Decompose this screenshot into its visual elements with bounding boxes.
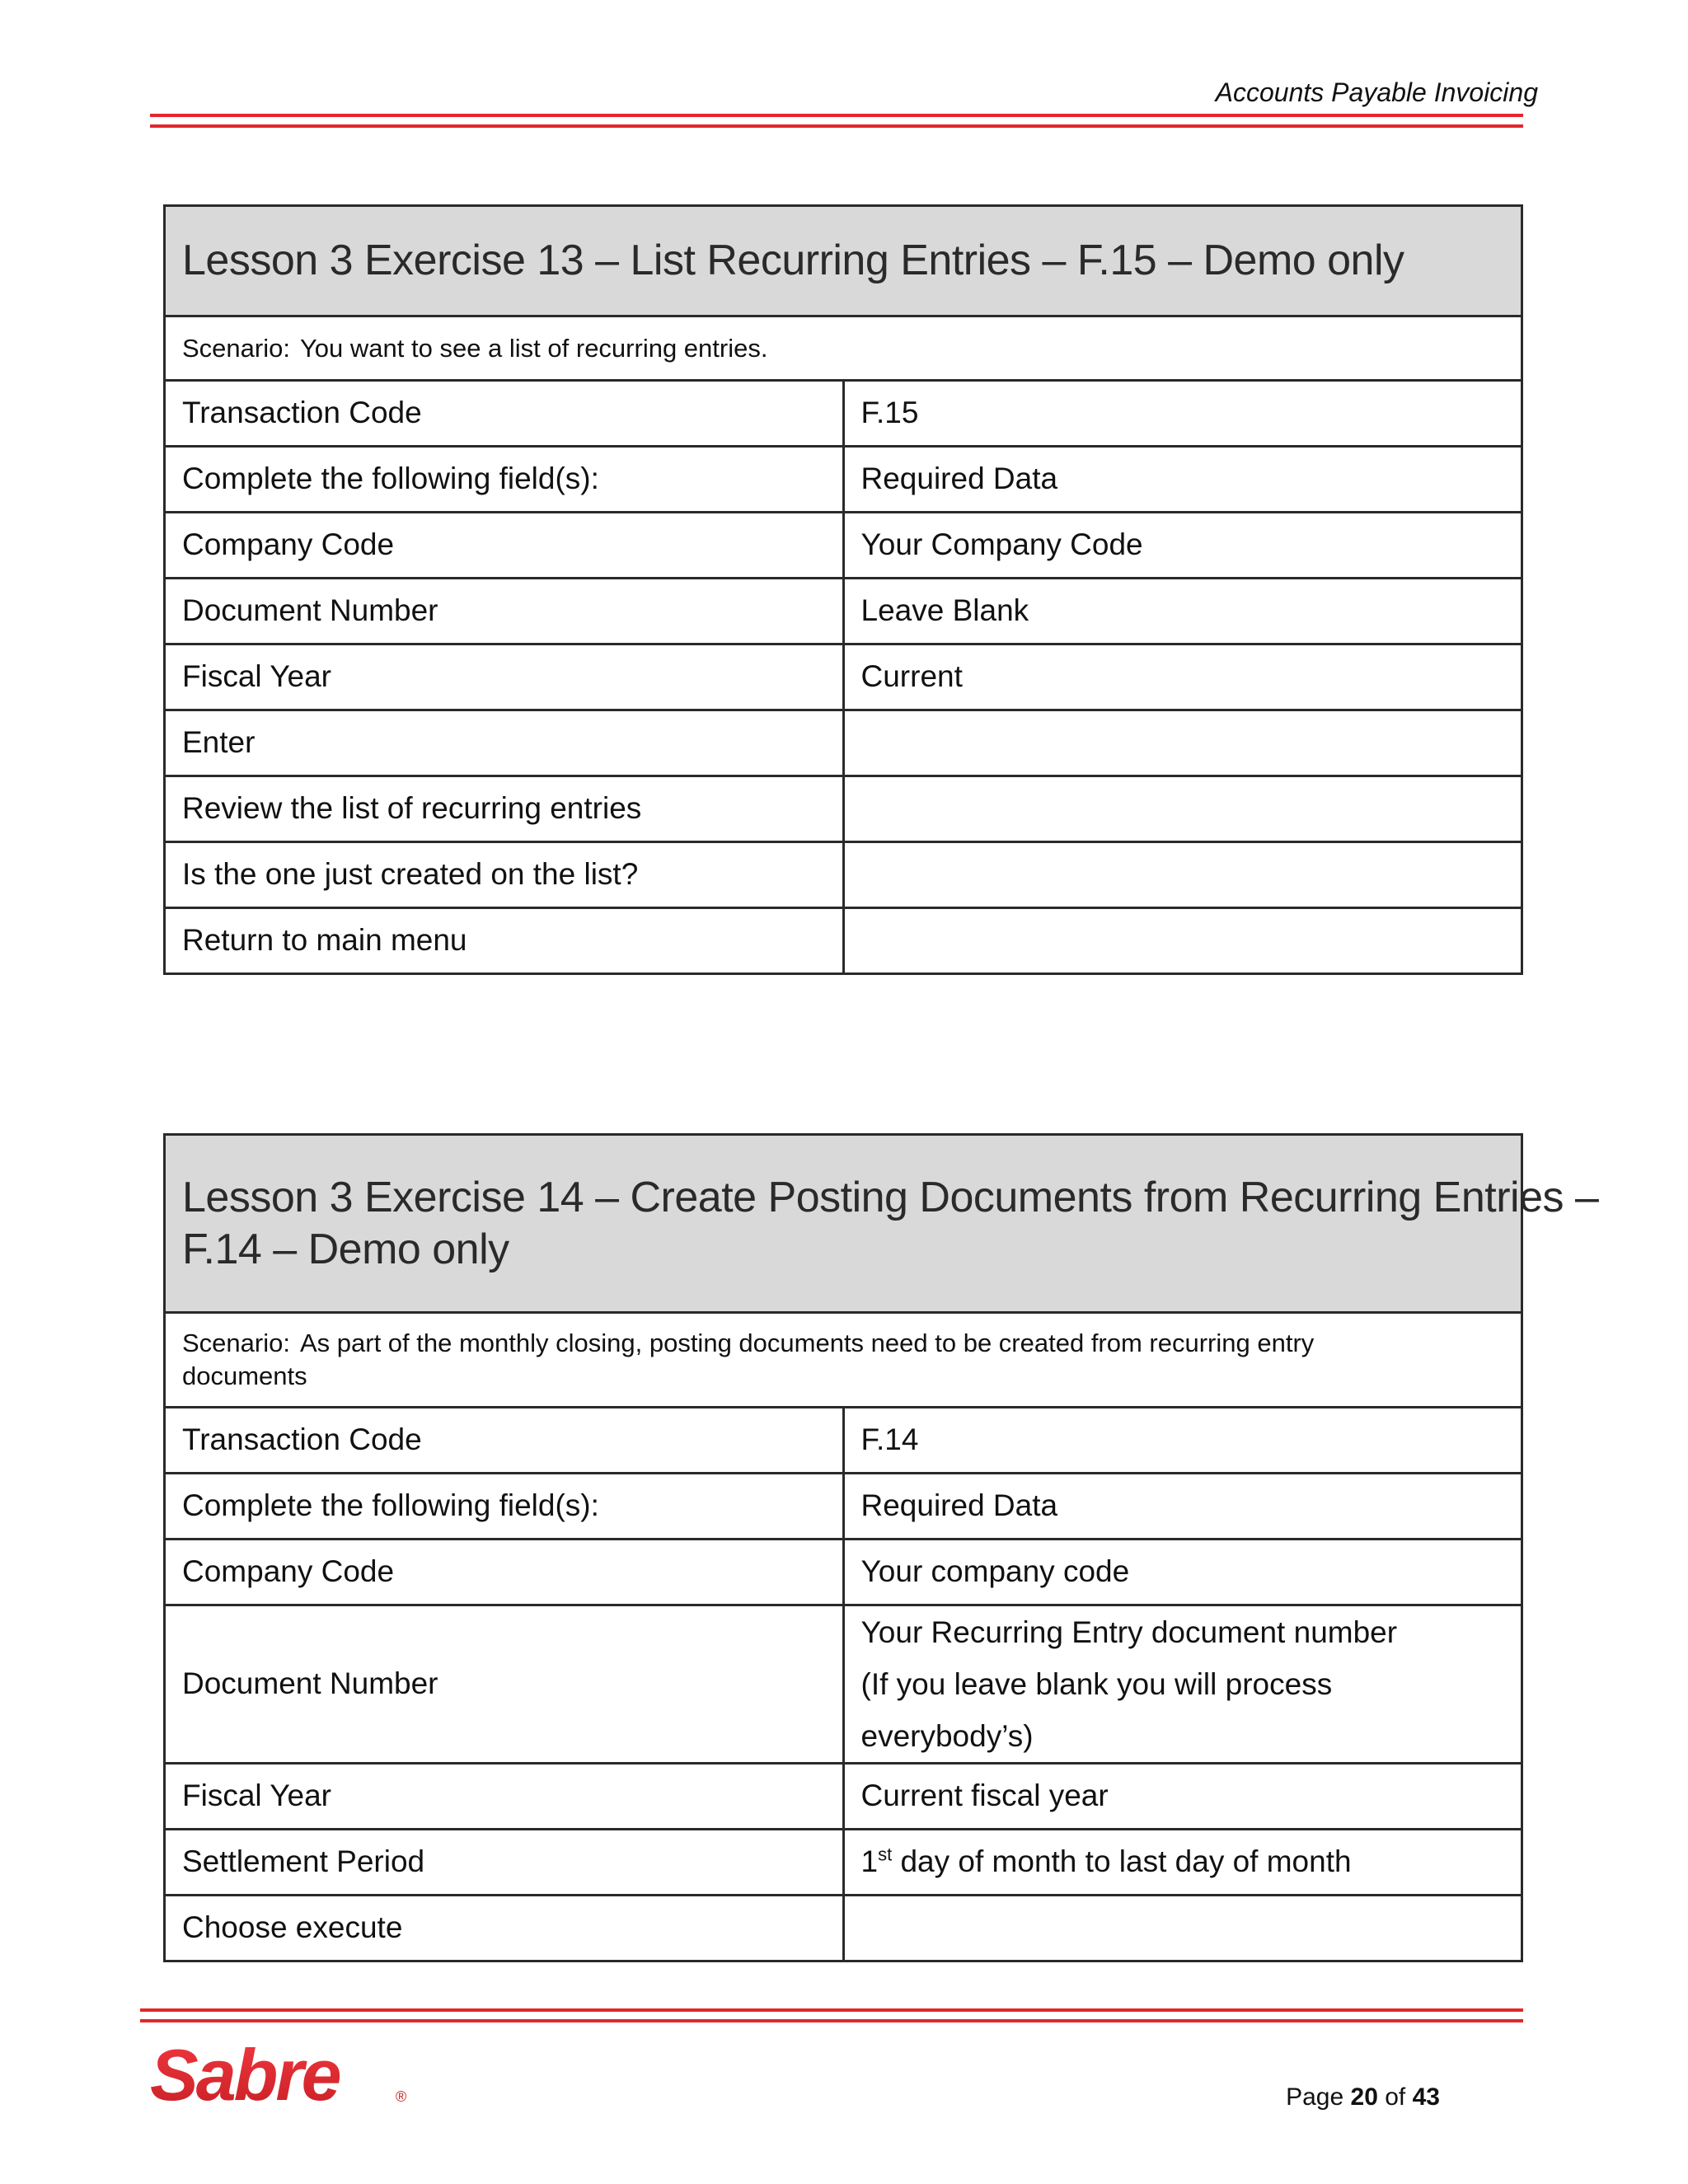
- row-value: F.15: [843, 381, 1522, 447]
- row-value: [843, 842, 1522, 908]
- ordinal-number: 1: [860, 1844, 879, 1879]
- row-value: [843, 1830, 1522, 1896]
- table-row: [165, 1605, 1522, 1764]
- row-value: Current: [843, 644, 1522, 710]
- exercise-13-title: Lesson 3 Exercise 13 – List Recurring Entries – F.15 – Demo only: [165, 206, 1522, 316]
- exercise-14-table: [163, 1133, 1599, 1962]
- row-value: F.14: [843, 1408, 1522, 1474]
- row-label: Fiscal Year: [165, 644, 844, 710]
- footer-rule-top: [140, 2008, 1523, 2012]
- row-label: Company Code: [165, 513, 844, 579]
- row-value-line2: (If you leave blank you will process everybody’s): [860, 1667, 1333, 1753]
- scenario-label: Scenario:: [182, 333, 290, 363]
- row-value: Required Data: [843, 1474, 1522, 1540]
- table-row: [165, 776, 1522, 842]
- row-value: Leave Blank: [843, 579, 1522, 644]
- table-row: [165, 447, 1522, 513]
- page-prefix: Page: [1286, 2083, 1344, 2111]
- table-row: [165, 513, 1522, 579]
- table-row: [165, 1408, 1522, 1474]
- header-rule-bottom: [150, 124, 1523, 128]
- row-label: Enter: [165, 710, 844, 776]
- table-row: [165, 1540, 1522, 1605]
- row-value: Your Company Code: [843, 513, 1522, 579]
- exercise-14-title-line1: Lesson 3 Exercise 14 – Create Posting Documents from Recurring Entries –: [182, 1173, 1599, 1221]
- exercise-14-title: [165, 1135, 1599, 1313]
- table-row: [165, 1896, 1522, 1961]
- exercise-13-scenario: [165, 316, 1522, 381]
- row-label: Choose execute: [165, 1896, 844, 1961]
- row-label: Transaction Code: [165, 381, 844, 447]
- row-label: Document Number: [165, 1605, 844, 1764]
- row-label: Settlement Period: [165, 1830, 844, 1896]
- table-row: [165, 579, 1522, 644]
- exercise-14-title-line2: F.14 – Demo only: [182, 1225, 509, 1273]
- row-label: Review the list of recurring entries: [165, 776, 844, 842]
- scenario-label: Scenario:: [182, 1329, 290, 1357]
- row-value-line1: Your Recurring Entry document number: [860, 1615, 1398, 1649]
- row-value-text: day of month to last day of month: [892, 1844, 1352, 1879]
- scenario-text: As part of the monthly closing, posting documents need to be created from recurring entry: [299, 1329, 1315, 1357]
- row-label: Transaction Code: [165, 1408, 844, 1474]
- row-value: [843, 776, 1522, 842]
- page-total: 43: [1412, 2083, 1440, 2111]
- row-label: Return to main menu: [165, 908, 844, 974]
- row-value: Current fiscal year: [843, 1764, 1522, 1830]
- row-value: Required Data: [843, 447, 1522, 513]
- table-row: [165, 1474, 1522, 1540]
- page-of: of: [1385, 2083, 1406, 2111]
- row-value: [843, 710, 1522, 776]
- footer-rule-bottom: [140, 2019, 1523, 2022]
- header-rule-top: [150, 114, 1523, 117]
- table-row: [165, 1830, 1522, 1896]
- exercise-14-scenario: [165, 1313, 1522, 1408]
- table-row: [165, 644, 1522, 710]
- row-label: Complete the following field(s):: [165, 447, 844, 513]
- row-label: Document Number: [165, 579, 844, 644]
- table-row: [165, 710, 1522, 776]
- scenario-text: You want to see a list of recurring entries.: [299, 333, 768, 363]
- row-label: Complete the following field(s):: [165, 1474, 844, 1540]
- row-value: [843, 1896, 1522, 1961]
- row-label: Company Code: [165, 1540, 844, 1605]
- row-value: [843, 908, 1522, 974]
- row-value: [843, 1605, 1522, 1764]
- sabre-logo: [147, 2039, 419, 2113]
- table-row: [165, 908, 1522, 974]
- table-row: [165, 842, 1522, 908]
- row-label: Is the one just created on the list?: [165, 842, 844, 908]
- sabre-logo-text: Sabre: [150, 2039, 340, 2113]
- row-label: Fiscal Year: [165, 1764, 844, 1830]
- exercise-13-table: [163, 204, 1523, 975]
- row-value: Your company code: [843, 1540, 1522, 1605]
- scenario-text-line2: documents: [182, 1361, 307, 1390]
- registered-mark: ®: [396, 2088, 407, 2105]
- table-row: [165, 381, 1522, 447]
- ordinal-suffix: st: [878, 1844, 893, 1865]
- page-number: [1286, 2083, 1440, 2111]
- page-current: 20: [1350, 2083, 1378, 2111]
- table-row: [165, 1764, 1522, 1830]
- document-header-title: Accounts Payable Invoicing: [1215, 77, 1538, 107]
